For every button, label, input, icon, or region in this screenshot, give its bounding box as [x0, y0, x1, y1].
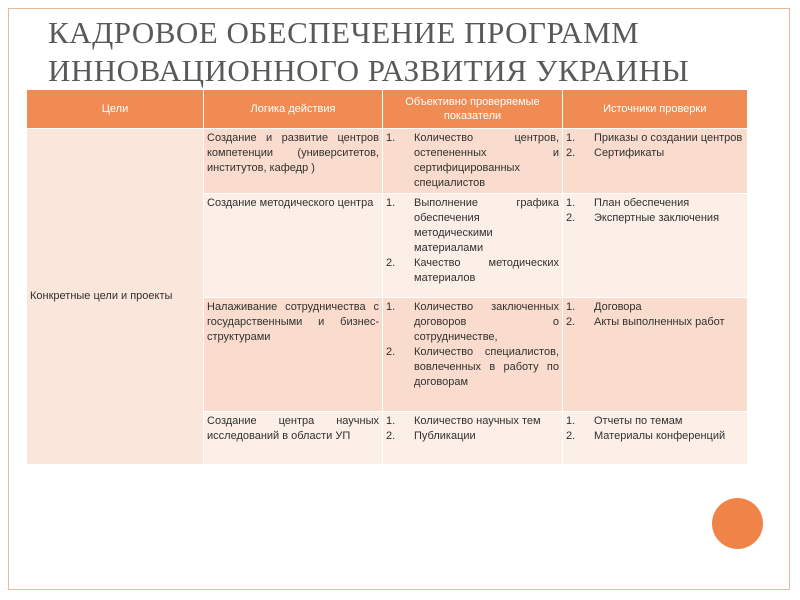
list-item: 1. Приказы о создании центров [566, 132, 743, 144]
indicators-cell [383, 129, 563, 194]
list-item: 2. Сертификаты [566, 147, 665, 159]
title-line-2: ИННОВАЦИОННОГО РАЗВИТИЯ УКРАИНЫ [48, 53, 690, 88]
list-item: 1. Количество научных тем [386, 415, 541, 427]
slide-title [48, 14, 748, 90]
sources-cell [563, 412, 747, 464]
list-item: 1. Количество центров, остепененных и сертифицированных специалистов [386, 132, 559, 189]
list-item: 1. Отчеты по темам [566, 415, 683, 427]
plan-table [26, 90, 747, 464]
header-logic: Логика действия [204, 90, 383, 129]
logic-cell: Создание методического центра [204, 194, 383, 298]
logic-cell: Создание центра научных исследований в области УП [204, 412, 383, 464]
table-header-row [27, 90, 747, 129]
indicators-cell [383, 298, 563, 412]
list-item: 2. Акты выполненных работ [566, 316, 725, 328]
sources-cell [563, 129, 747, 194]
list-item: 2. Качество методических материалов [386, 257, 559, 284]
table-row [27, 129, 747, 194]
indicators-cell [383, 194, 563, 298]
sources-cell [563, 194, 747, 298]
list-item: 1. План обеспечения [566, 197, 690, 209]
header-indicators: Объективно проверяемые показатели [383, 90, 563, 129]
header-sources: Источники проверки [563, 90, 747, 129]
list-item: 2. Публикации [386, 430, 476, 442]
sources-cell [563, 298, 747, 412]
list-item: 2. Количество специалистов, вовлеченных в работу по договорам [386, 346, 559, 388]
list-item: 2. Экспертные заключения [566, 212, 720, 224]
list-item: 1. Количество заключенных договоров о сотрудничестве, [386, 301, 559, 343]
header-goals: Цели [27, 90, 204, 129]
logic-cell: Налаживание сотрудничества с государственными и бизнес-структурами [204, 298, 383, 412]
indicators-cell [383, 412, 563, 464]
decorative-circle [712, 498, 763, 549]
list-item: 1. Договора [566, 301, 642, 313]
logic-cell: Создание и развитие центров компетенции (университетов, институтов, кафедр ) [204, 129, 383, 194]
list-item: 1. Выполнение графика обеспечения методическими материалами [386, 197, 559, 254]
goal-cell: Конкретные цели и проекты [27, 129, 204, 464]
title-line-1: КАДРОВОЕ ОБЕСПЕЧЕНИЕ ПРОГРАММ [48, 15, 640, 50]
list-item: 2. Материалы конференций [566, 430, 726, 442]
